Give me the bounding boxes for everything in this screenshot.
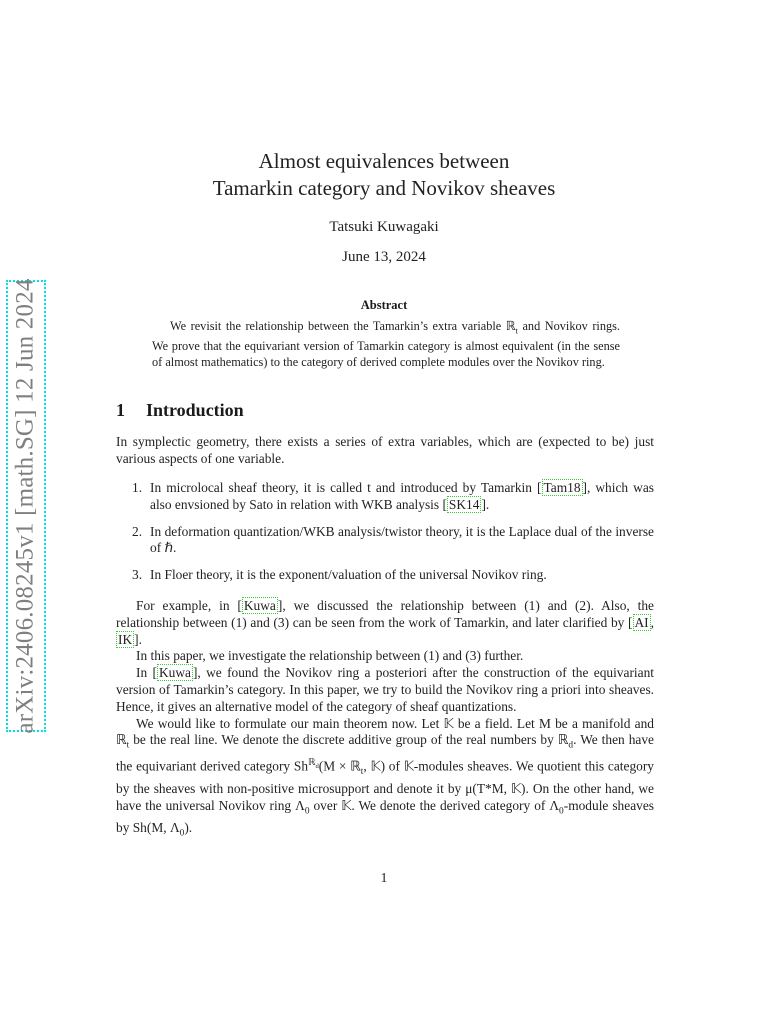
list-item [116, 567, 654, 584]
title-line-1: Almost equivalences between [258, 149, 510, 173]
numbered-list [116, 480, 654, 594]
list-item-text: In deformation quantization/WKB analysis/twistor theory, it is the Laplace dual of the inverse of ℏ. [150, 523, 654, 556]
list-item-text: In Floer theory, it is the exponent/valuation of the universal Novikov ring. [150, 567, 547, 583]
list-item [116, 524, 654, 558]
arxiv-id: arXiv:2406.08245v1 [math.SG] 12 Jun 2024 [12, 278, 40, 734]
paragraph: In this paper, we investigate the relationship between (1) and (3) further. [136, 648, 524, 664]
paper-title [0, 148, 768, 202]
author: Tatsuki Kuwagaki [329, 219, 439, 235]
paragraph: For example, in [ Kuwa ], we discussed the relationship between (1) and (2). Also, the relationship between (1) and (3) can be seen from the work of Tamarkin, and later clarified by [ AI , IK ]. [116, 598, 654, 647]
list-item [116, 480, 654, 514]
list-marker: 1. [132, 480, 143, 495]
citation-link[interactable]: Kuwa [243, 598, 276, 613]
abstract-heading: Abstract [360, 298, 408, 312]
intro-paragraph [116, 434, 654, 468]
page-number: 1 [380, 870, 388, 885]
list-item-text: In microlocal sheaf theory, it is called t and introduced by Tamarkin [ Tam18 ], which was also envsioned by Sato in relation with WKB analysis [ SK14 ]. [150, 480, 655, 512]
abstract-body [152, 319, 620, 370]
citation-link[interactable]: AI [634, 614, 649, 630]
date: June 13, 2024 [342, 249, 426, 265]
abstract-text: We revisit the relationship between the Tamarkin’s extra variable ℝ$_t$ and Novikov rings. We prove that the equivariant version of Tamarkin category is almost equivalent (in the sense of almost mathematics) to the category of derived complete modules over the Novikov ring. [152, 319, 621, 369]
body-paragraphs [116, 598, 654, 843]
list-marker: 3. [132, 567, 143, 583]
section-title: Introduction [146, 400, 244, 420]
section-heading [116, 400, 244, 421]
intro-text: In symplectic geometry, there exists a series of extra variables, which are (expected to be) just various aspects of one variable. [116, 434, 654, 466]
paragraph: In [ Kuwa ], we found the Novikov ring a posteriori after the construction of the equivariant version of Tamarkin’s category. In this paper, we try to build the Novikov ring a priori into sheaves. Hence, it gives an alternative model of the category of sheaf quantizations. [116, 665, 654, 714]
section-number: 1 [116, 400, 125, 420]
arxiv-stamp [6, 280, 46, 732]
citation-link[interactable]: IK [118, 631, 133, 647]
paragraph: We would like to formulate our main theorem now. Let 𝕂 be a field. Let M be a manifold and ℝ$_t$ be the real line. We denote the discrete additive group of the real numbers by ℝ$_d$. We then have the equivariant derived category $Sh^{ℝ_d}(M$ × ℝ$_t$, 𝕂) of 𝕂-modules sheaves. We quotient this category by the sheaves with non-positive microsupport and denote it by μ(T*M, 𝕂). On the other hand, we have the universal Novikov ring $\Lambda_0$ over 𝕂. We denote the derived category of $\Lambda_0$-module sheaves by Sh(M, $\Lambda_0$). [116, 715, 654, 839]
list-marker: 2. [132, 523, 143, 539]
citation-link[interactable]: Tam18 [543, 480, 581, 495]
citation-link[interactable]: Kuwa [158, 665, 191, 681]
citation-link[interactable]: SK14 [448, 496, 480, 512]
title-line-2: Tamarkin category and Novikov sheaves [212, 176, 556, 200]
